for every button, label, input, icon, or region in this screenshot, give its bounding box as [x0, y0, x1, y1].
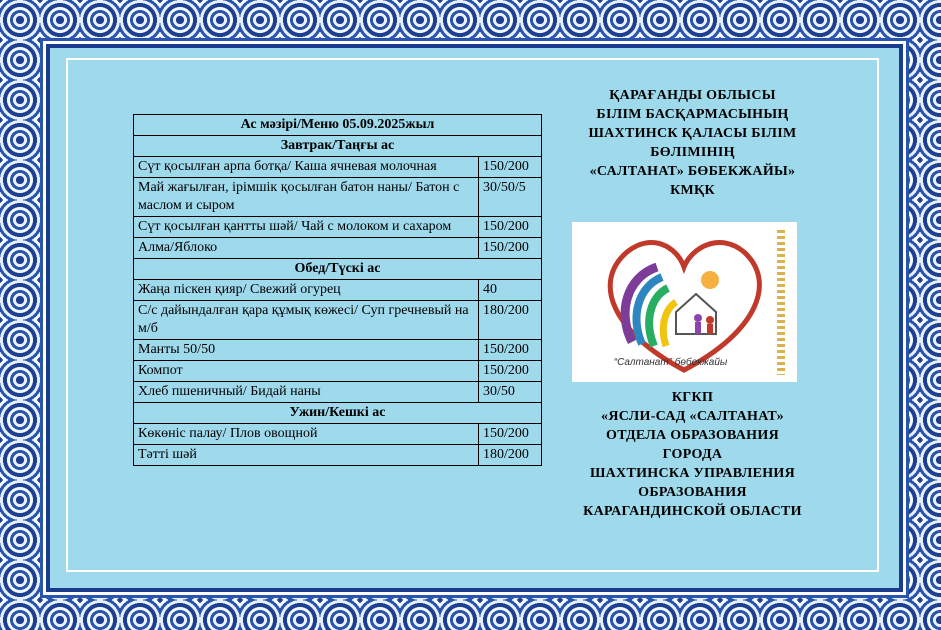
- table-row: [134, 280, 542, 301]
- dish-qty: 150/200: [479, 340, 542, 361]
- dish-name: Май жағылған, ірімшік қосылған батон наны/ Батон с маслом и сыром: [134, 178, 479, 217]
- org-name-russian: КГКП «ЯСЛИ-САД «САЛТАНАТ» ОТДЕЛА ОБРАЗОВАНИЯ ГОРОДА ШАХТИНСКА УПРАВЛЕНИЯ ОБРАЗОВАНИЯ КАРАГАНДИНСКОЙ ОБЛАСТИ: [583, 390, 802, 519]
- dish-qty: 30/50/5: [479, 178, 542, 217]
- ornament-stripe: [777, 230, 785, 375]
- table-row: [134, 382, 542, 403]
- dish-name: Хлеб пшеничный/ Бидай наны: [134, 382, 479, 403]
- table-row: [134, 238, 542, 259]
- table-row: [134, 340, 542, 361]
- dish-name: Сүт қосылған қантты шәй/ Чай с молоком и сахаром: [134, 217, 479, 238]
- section-heading-row: [134, 259, 542, 280]
- table-row: [134, 424, 542, 445]
- section-heading-row: [134, 136, 542, 157]
- section-heading-row: [134, 403, 542, 424]
- dish-name: С/с дайындалған қара құмық көжесі/ Суп гречневый на м/б: [134, 301, 479, 340]
- dish-qty: 150/200: [479, 238, 542, 259]
- menu-title: Ас мәзірі/Меню 05.09.2025жыл: [134, 115, 542, 136]
- dish-qty: 180/200: [479, 445, 542, 466]
- dish-qty: 40: [479, 280, 542, 301]
- dish-name: Көкөніс палау/ Плов овощной: [134, 424, 479, 445]
- table-row: [134, 217, 542, 238]
- dish-qty: 150/200: [479, 157, 542, 178]
- dish-qty: 150/200: [479, 424, 542, 445]
- dish-qty: 150/200: [479, 217, 542, 238]
- table-row: [134, 157, 542, 178]
- organization-info: [560, 86, 825, 519]
- menu-table: [133, 114, 542, 466]
- table-row: [134, 301, 542, 340]
- section-heading-lunch: Обед/Түскі ас: [134, 259, 542, 280]
- dish-name: Компот: [134, 361, 479, 382]
- section-heading-breakfast: Завтрак/Таңғы ас: [134, 136, 542, 157]
- dish-name: Тәтті шәй: [134, 445, 479, 466]
- org-name-kazakh: ҚАРАҒАНДЫ ОБЛЫСЫ БІЛІМ БАСҚАРМАСЫНЫҢ ШАХТИНСК ҚАЛАСЫ БІЛІМ БӨЛІМІНІҢ «САЛТАНАТ» БӨБЕКЖАЙЫ» КМҚК: [588, 88, 797, 198]
- dish-name: Жаңа піскен қияр/ Свежий огурец: [134, 280, 479, 301]
- dish-qty: 150/200: [479, 361, 542, 382]
- table-row: [134, 178, 542, 217]
- menu-title-row: [134, 115, 542, 136]
- table-row: [134, 445, 542, 466]
- dish-qty: 30/50: [479, 382, 542, 403]
- table-row: [134, 361, 542, 382]
- dish-qty: 180/200: [479, 301, 542, 340]
- dish-name: Манты 50/50: [134, 340, 479, 361]
- kindergarten-logo: [572, 222, 797, 382]
- logo-caption: “Салтанат” бөбекжайы: [613, 357, 728, 368]
- section-heading-dinner: Ужин/Кешкі ас: [134, 403, 542, 424]
- dish-name: Алма/Яблоко: [134, 238, 479, 259]
- dish-name: Сүт қосылған арпа ботқа/ Каша ячневая молочная: [134, 157, 479, 178]
